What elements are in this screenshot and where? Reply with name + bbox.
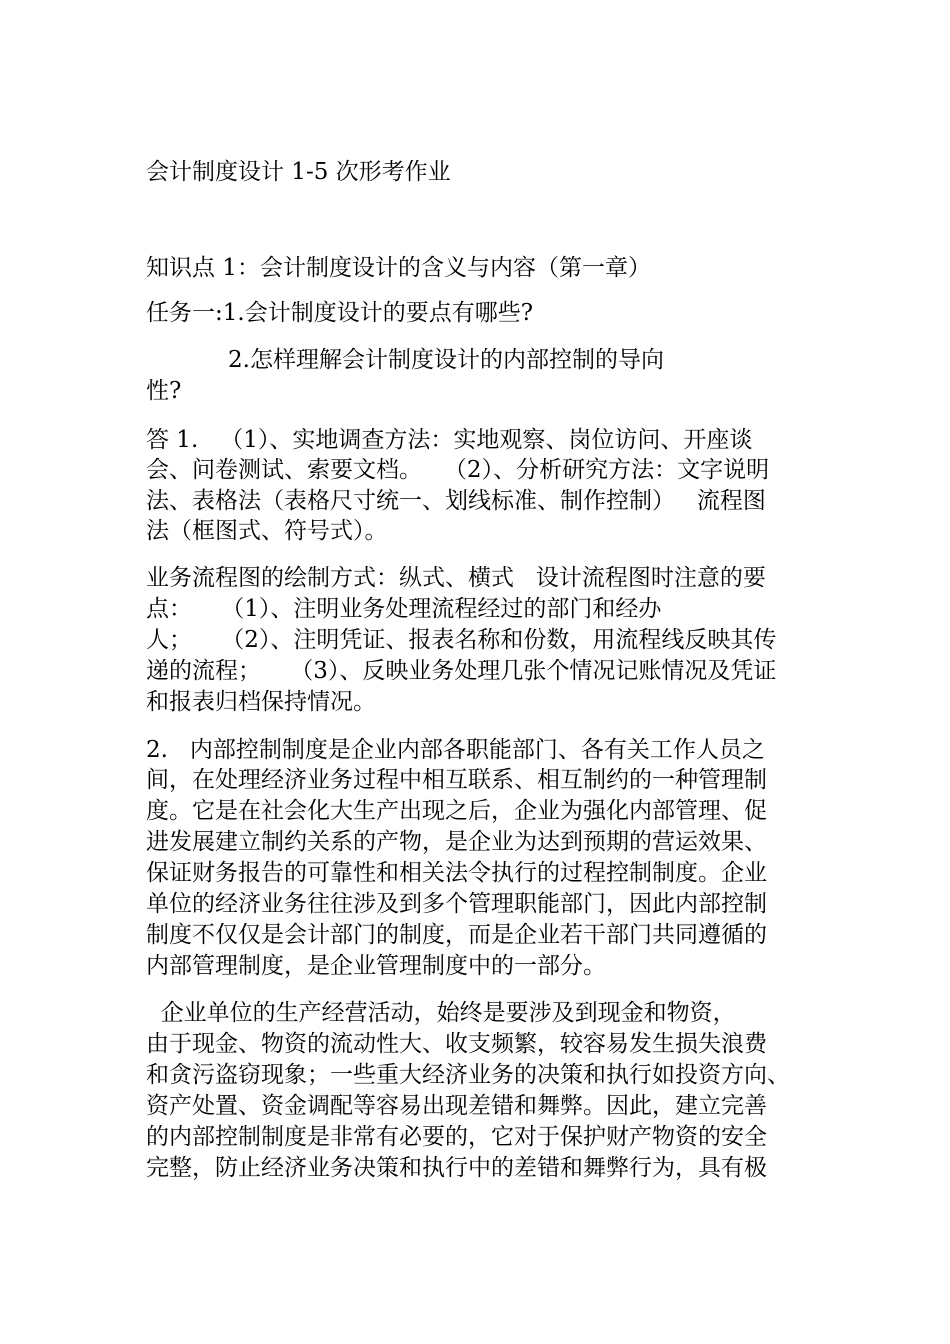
flowchart-line: 人； （2）、注明凭证、报表名称和份数，用流程线反映其传 — [146, 627, 777, 653]
knowledge-point-heading: 知识点 1：会计制度设计的含义与内容（第一章） — [146, 255, 651, 281]
answer1-line: 会、问卷测试、索要文档。 （2）、分析研究方法：文字说明 — [146, 457, 770, 483]
document-title: 会计制度设计 1-5 次形考作业 — [146, 159, 451, 185]
flowchart-line: 递的流程； （3）、反映业务处理几张个情况记账情况及凭证 — [146, 658, 777, 684]
flowchart-line: 点： （1）、注明业务处理流程经过的部门和经办 — [146, 596, 662, 622]
paragraph3-line: 由于现金、物资的流动性大、收支频繁，较容易发生损失浪费 — [146, 1031, 767, 1057]
answer2-line: 保证财务报告的可靠性和相关法令执行的过程控制制度。企业 — [146, 860, 767, 886]
answer2-line: 单位的经济业务往往涉及到多个管理职能部门，因此内部控制 — [146, 891, 767, 917]
answer2-line: 度。它是在社会化大生产出现之后，企业为强化内部管理、促 — [146, 798, 767, 824]
answer1-line: 法、表格法（表格尺寸统一、划线标准、制作控制） 流程图 — [146, 488, 766, 514]
task-question-1: 任务一:1.会计制度设计的要点有哪些? — [146, 300, 534, 326]
paragraph3-line: 企业单位的生产经营活动，始终是要涉及到现金和物资， — [146, 1000, 736, 1026]
task-question-2-continuation: 性? — [146, 378, 182, 404]
flowchart-line: 业务流程图的绘制方式：纵式、横式 设计流程图时注意的要 — [146, 565, 766, 591]
answer2-line: 2. 内部控制制度是企业内部各职能部门、各有关工作人员之 — [146, 737, 765, 763]
flowchart-line: 和报表归档保持情况。 — [146, 689, 376, 715]
paragraph3-line: 的内部控制制度是非常有必要的，它对于保护财产物资的安全 — [146, 1124, 767, 1150]
answer2-line: 制度不仅仅是会计部门的制度，而是企业若干部门共同遵循的 — [146, 922, 767, 948]
paragraph3-line: 资产处置、资金调配等容易出现差错和舞弊。因此，建立完善 — [146, 1093, 767, 1119]
paragraph3-line: 完整，防止经济业务决策和执行中的差错和舞弊行为，具有极 — [146, 1155, 767, 1181]
paragraph3-line: 和贪污盗窃现象；一些重大经济业务的决策和执行如投资方向、 — [146, 1062, 790, 1088]
answer1-line: 答 1. （1）、实地调查方法：实地观察、岗位访问、开座谈 — [146, 427, 753, 453]
answer1-line: 法（框图式、符号式）。 — [146, 518, 388, 544]
answer2-line: 间，在处理经济业务过程中相互联系、相互制约的一种管理制 — [146, 767, 767, 793]
task-question-2: 2.怎样理解会计制度设计的内部控制的导向 — [228, 347, 664, 373]
answer2-line: 内部管理制度，是企业管理制度中的一部分。 — [146, 953, 606, 979]
answer2-line: 进发展建立制约关系的产物，是企业为达到预期的营运效果、 — [146, 829, 767, 855]
